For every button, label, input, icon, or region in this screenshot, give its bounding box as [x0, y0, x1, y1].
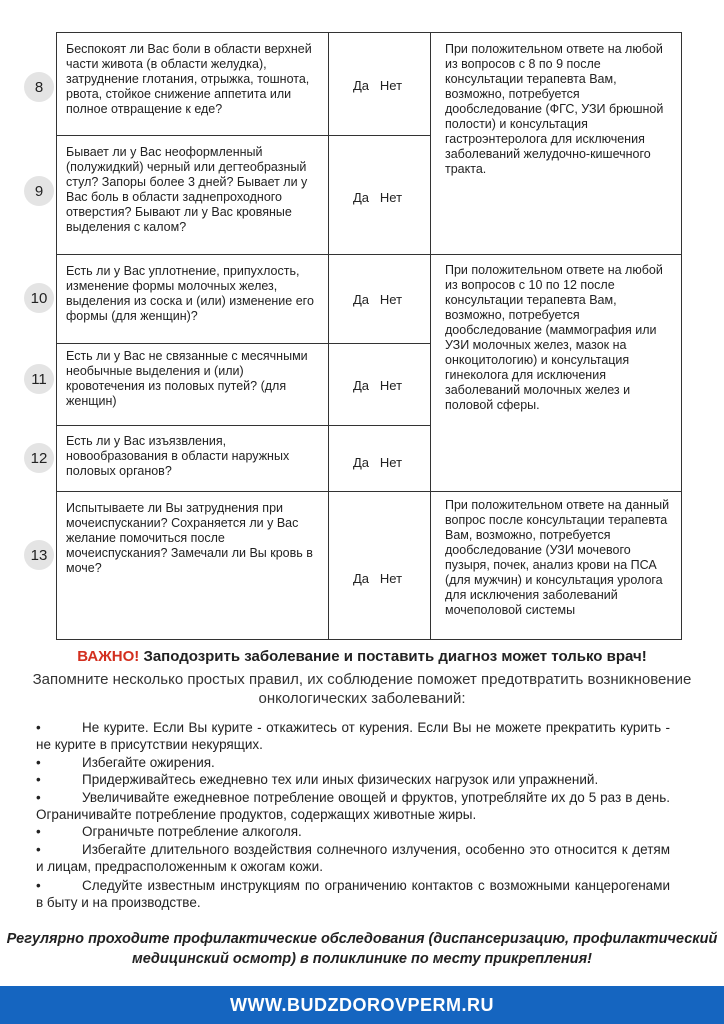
row-number-11: 11	[24, 364, 54, 394]
bullet: •	[36, 772, 41, 787]
answer-options-12	[353, 455, 402, 470]
question-11: Есть ли у Вас не связанные с месячными необычные выделения и (или) кровотечения из половых путей? (для женщин)	[66, 349, 308, 408]
row-number-9: 9	[24, 176, 54, 206]
answer-no[interactable]: Нет	[379, 378, 403, 393]
rule-text: Избегайте длительного воздействия солнечного излучения, особенно это относится к детям и лицам, предрасположенным к ожогам кожи.	[36, 842, 670, 874]
answer-no[interactable]: Нет	[379, 292, 403, 307]
list-item	[36, 754, 670, 771]
note-gastro: При положительном ответе на любой из вопросов с 8 по 9 после консультации терапевта Вам, возможно, потребуется дообследование (ФГС, УЗИ брюшной полости) и консультация гастроэнтеролога для исключения заболеваний желудочно-кишечного тракта.	[445, 42, 664, 176]
answer-yes[interactable]: Да	[353, 190, 370, 205]
footer-bar	[0, 986, 724, 1024]
list-item	[36, 719, 670, 753]
question-8: Беспокоят ли Вас боли в области верхней части живота (в области желудка), затруднение глотания, отрыжка, тошнота, рвота, стойкое снижение аппетита или полное отвращение к еде?	[66, 42, 312, 116]
bullet: •	[36, 878, 41, 893]
bullet: •	[36, 720, 41, 735]
answer-yes[interactable]: Да	[353, 378, 370, 393]
row-number-12: 12	[24, 443, 54, 473]
final-call-to-action: Регулярно проходите профилактические обследования (диспансеризацию, профилактический медицинский осмотр) в поликлинике по месту прикрепления!	[6, 931, 718, 967]
important-text: Заподозрить заболевание и поставить диагноз может только врач!	[143, 648, 647, 665]
row-number-13: 13	[24, 540, 54, 570]
important-label: ВАЖНО!	[77, 648, 140, 665]
rule-text: Придерживайтесь ежедневно тех или иных физических нагрузок или упражнений.	[82, 772, 599, 787]
question-12: Есть ли у Вас изъязвления, новообразования в области наружных половых органов?	[66, 434, 290, 478]
footer-url-link[interactable]: WWW.BUDZDOROVPERM.RU	[230, 994, 494, 1015]
list-item	[36, 771, 670, 788]
rule-text: Следуйте известным инструкциям по ограничению контактов с возможными канцерогенами в быту и на производстве.	[36, 878, 670, 910]
answer-yes[interactable]: Да	[353, 571, 370, 586]
note-urology: При положительном ответе на данный вопрос после консультации терапевта Вам, возможно, потребуется дообследование (УЗИ мочевого пузыря, почек, анализ крови на ПСА (для мужчин) и консультация уролога для исключения заболеваний мочеполовой системы	[445, 498, 670, 617]
answer-options-13	[353, 571, 402, 586]
important-banner	[0, 648, 724, 665]
list-item	[36, 877, 670, 911]
answer-options-8	[353, 78, 402, 93]
bullet: •	[36, 824, 41, 839]
answer-no[interactable]: Нет	[379, 455, 403, 470]
answer-no[interactable]: Нет	[379, 190, 403, 205]
bullet: •	[36, 790, 41, 805]
question-10: Есть ли у Вас уплотнение, припухлость, изменение формы молочных желез, выделения из соска и (или) изменение его формы (для женщин)?	[66, 264, 314, 323]
bullet: •	[36, 755, 41, 770]
rules-intro: Запомните несколько простых правил, их соблюдение поможет предотвратить возникновение онкологических заболеваний:	[32, 671, 692, 707]
list-item	[36, 823, 670, 840]
answer-yes[interactable]: Да	[353, 455, 370, 470]
question-9: Бывает ли у Вас неоформленный (полужидкий) черный или дегтеобразный стул? Запоры более 3 дней? Бывает ли у Вас боль в области заднепроходного отверстия? Бывают ли у Вас кровяные выделения с калом?	[66, 145, 308, 234]
note-gynecology: При положительном ответе на любой из вопросов с 10 по 12 после консультации терапевта Вам, возможно, потребуется дообследование (маммография или УЗИ молочных желез, мазок на онкоцитологию) и консультация гинеколога для исключения заболеваний молочных желез и половой сферы.	[445, 263, 663, 412]
row-number-8: 8	[24, 72, 54, 102]
rule-text: Увеличивайте ежедневное потребление овощей и фруктов, употребляйте их до 5 раз в день. Ограничивайте потребление продуктов, содержащих животные жиры.	[36, 790, 670, 822]
list-item	[36, 789, 670, 823]
answer-no[interactable]: Нет	[379, 78, 403, 93]
rule-text: Не курите. Если Вы курите - откажитесь от курения. Если Вы не можете прекратить курить - не курите в присутствии некурящих.	[36, 720, 670, 752]
answer-options-10	[353, 292, 402, 307]
bullet: •	[36, 842, 41, 857]
question-13: Испытываете ли Вы затруднения при мочеиспускании? Сохраняется ли у Вас желание помочиться после мочеиспускания? Замечали ли Вы кровь в моче?	[66, 501, 313, 575]
list-item	[36, 841, 670, 875]
answer-options-9	[353, 190, 402, 205]
answer-yes[interactable]: Да	[353, 78, 370, 93]
answer-yes[interactable]: Да	[353, 292, 370, 307]
row-number-10: 10	[24, 283, 54, 313]
rule-text: Избегайте ожирения.	[82, 755, 215, 770]
rule-text: Ограничьте потребление алкоголя.	[82, 824, 302, 839]
answer-no[interactable]: Нет	[379, 571, 403, 586]
answer-options-11	[353, 378, 402, 393]
